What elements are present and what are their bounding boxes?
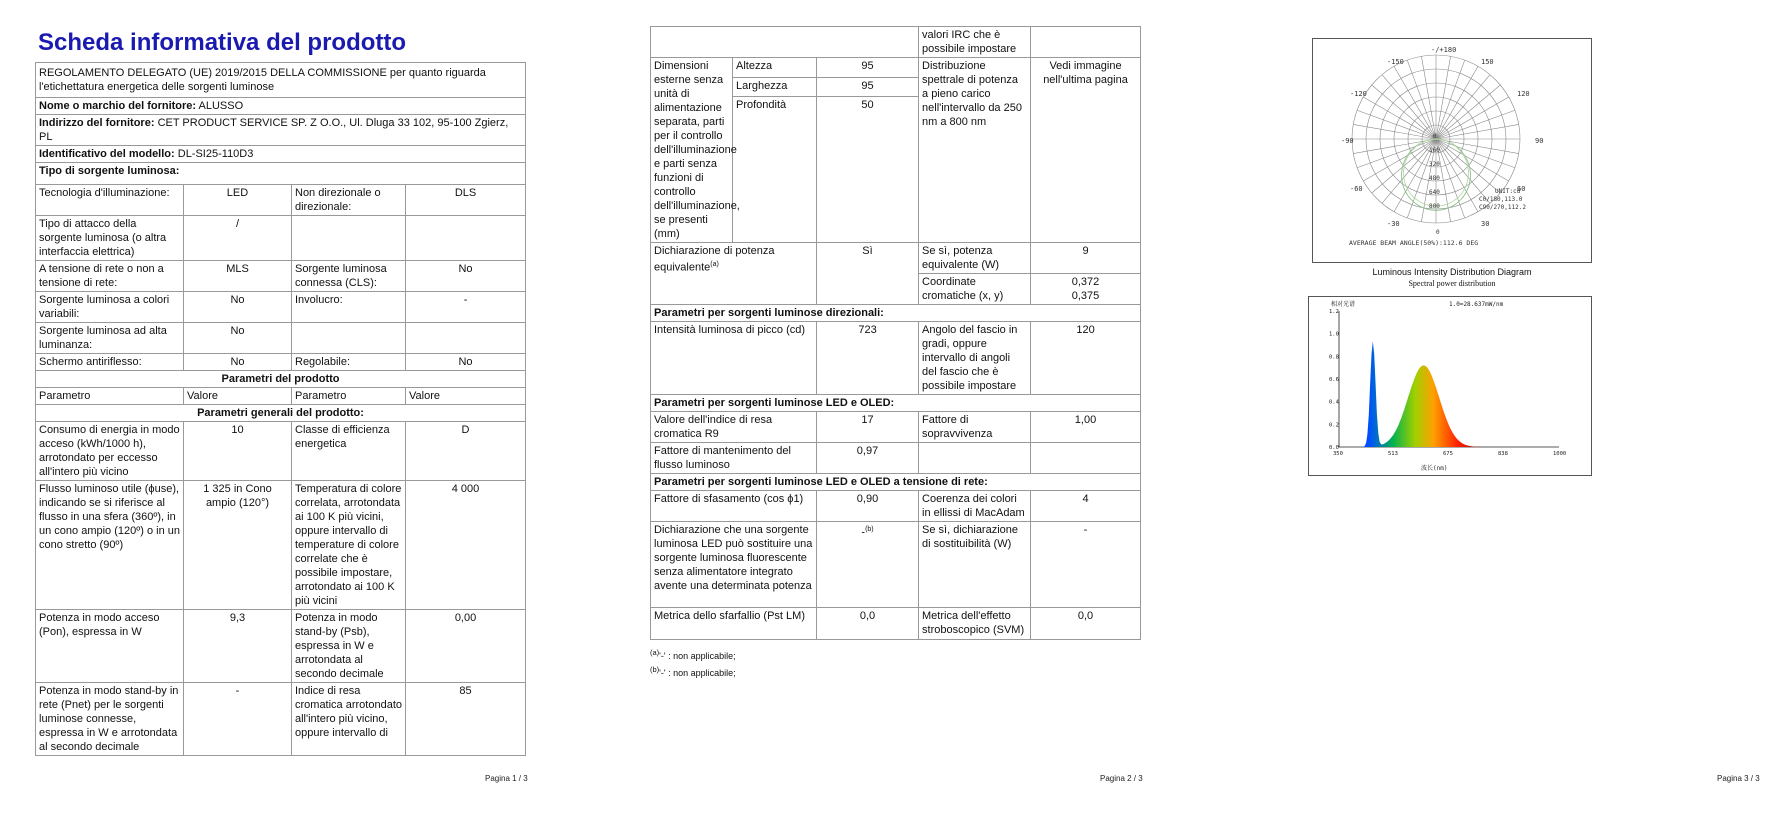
table-row	[36, 354, 526, 371]
table-row	[36, 292, 526, 323]
page-3	[1200, 0, 1791, 826]
product-info-table-continued	[650, 26, 1141, 640]
model-label: Identificativo del modello:	[39, 148, 175, 160]
angle-label: -/+180	[1431, 46, 1457, 54]
ring-label: 800	[1429, 203, 1440, 210]
angle-label: -120	[1350, 90, 1367, 98]
polar-diagram-svg	[1313, 39, 1591, 262]
row-value: No	[184, 323, 292, 354]
peak-intensity-label: Intensità luminosa di picco (cd)	[651, 322, 817, 395]
row-label: Sorgente luminosa a colori variabili:	[36, 292, 184, 323]
displacement-factor-label: Fattore di sfasamento (cos ϕ1)	[651, 491, 817, 522]
survival-factor-label: Fattore di sopravvivenza	[919, 412, 1031, 443]
equivalent-watt-value: 9	[1031, 243, 1141, 274]
spectrum-svg	[1309, 297, 1591, 475]
chromaticity-label: Coordinate cromatiche (x, y)	[919, 274, 1031, 305]
row-label	[292, 216, 406, 261]
row-label: Temperatura di colore correlata, arrotondata ai 100 K più vicini, oppure intervallo di temperature di colore correlate che è possibile impostare, arrotondato ai 100 K più vicini	[292, 481, 406, 610]
polar-diagram-caption: Luminous Intensity Distribution Diagram	[1372, 267, 1532, 277]
table-row	[36, 323, 526, 354]
y-axis-label: 相对光谱	[1331, 301, 1356, 308]
source-type-heading: Tipo di sorgente luminosa:	[36, 163, 526, 185]
color-consistency-label: Coerenza dei colori in ellissi di MacAdam	[919, 491, 1031, 522]
column-header: Valore	[406, 388, 526, 405]
spd-label: Distribuzione spettrale di potenza a pieno carico nell'intervallo da 250 nm a 800 nm	[919, 58, 1031, 243]
peak-intensity-value: 723	[817, 322, 919, 395]
row-value: MLS	[184, 261, 292, 292]
ring-label: 640	[1429, 189, 1440, 196]
spectral-power-chart	[1308, 296, 1592, 476]
flicker-label: Metrica dello sfarfallio (Pst LM)	[651, 608, 817, 640]
spectrum-caption: Spectral power distribution	[1408, 279, 1496, 288]
supplier-name-row	[36, 98, 526, 115]
table-row	[36, 683, 526, 756]
row-label: Sorgente luminosa ad alta luminanza:	[36, 323, 184, 354]
dimension-value: 95	[817, 77, 919, 97]
page-number: Pagina 3 / 3	[1717, 774, 1760, 783]
regulation-text: REGOLAMENTO DELEGATO (UE) 2019/2015 DELLA COMMISSIONE per quanto riguarda l'etichettatura energetica delle sorgenti luminose	[36, 63, 526, 98]
beam-angle-label: Angolo del fascio in gradi, oppure intervallo di angoli del fascio che è possibile impostare	[919, 322, 1031, 395]
angle-label: -150	[1387, 58, 1404, 66]
supplier-address-row	[36, 115, 526, 146]
footnote-marker: (a)	[710, 261, 719, 268]
row-value: 4 000	[406, 481, 526, 610]
y-tick-label: 1.0	[1329, 331, 1339, 338]
column-header: Valore	[184, 388, 292, 405]
angle-label: 60	[1517, 185, 1526, 193]
lumen-maintenance-value: 0,97	[817, 443, 919, 474]
angle-label: -30	[1387, 220, 1400, 228]
table-row	[651, 27, 1141, 58]
table-row	[651, 243, 1141, 274]
beam-angle-value: 120	[1031, 322, 1141, 395]
supplier-address-value: CET PRODUCT SERVICE SP. Z O.O., Ul. Dluga 33 102, 95-100 Zgierz, PL	[39, 117, 509, 143]
row-label: Flusso luminoso utile (ϕuse), indicando se si riferisce al flusso in una sfera (360º), in un cono ampio (120º) o in un cono stretto (90º)	[36, 481, 184, 610]
row-value: LED	[184, 185, 292, 216]
row-label: Sorgente luminosa connessa (CLS):	[292, 261, 406, 292]
row-label	[292, 323, 406, 354]
table-row	[651, 491, 1141, 522]
row-value	[406, 216, 526, 261]
footnotes	[650, 646, 1140, 680]
unit-label: UNIT:cd	[1495, 188, 1521, 195]
supplier-name-label: Nome o marchio del fornitore:	[39, 100, 197, 112]
footnote-marker: (b)	[865, 526, 874, 533]
angle-label: -60	[1350, 185, 1363, 193]
row-label: Schermo antiriflesso:	[36, 354, 184, 371]
document-title: Scheda informativa del prodotto	[38, 29, 407, 56]
replacement-claim-value: -$^{(b)}$	[817, 522, 919, 608]
table-row	[651, 58, 1141, 78]
row-value: DLS	[406, 185, 526, 216]
angle-label: 30	[1481, 220, 1490, 228]
x-axis-label: 波长(nm)	[1421, 465, 1448, 472]
y-tick-label: 0.0	[1329, 445, 1339, 451]
row-label: Potenza in modo acceso (Pon), espressa in W	[36, 610, 184, 683]
angle-label: 0	[1436, 229, 1440, 236]
spd-value: Vedi immagine nell'ultima pagina	[1031, 58, 1141, 243]
dimensions-label: Dimensioni esterne senza unità di alimentazione separata, parti per il controllo dell'illuminazione e parti senza funzioni di controllo dell'illuminazione, se presenti (mm)	[651, 58, 733, 243]
row-value: -	[184, 683, 292, 756]
chromaticity-y: 0,375	[1071, 290, 1100, 302]
beam-angle-note: AVERAGE BEAM ANGLE(50%):112.6 DEG	[1349, 239, 1479, 247]
angle-label: 150	[1481, 58, 1494, 66]
product-params-heading: Parametri del prodotto	[36, 371, 526, 388]
row-label: Tecnologia d'illuminazione:	[36, 185, 184, 216]
x-tick-label: 838	[1498, 451, 1508, 457]
lumen-maintenance-label: Fattore di mantenimento del flusso luminoso	[651, 443, 817, 474]
dimension-value: 95	[817, 58, 919, 78]
column-headers	[36, 388, 526, 405]
row-label: Involucro:	[292, 292, 406, 323]
row-value	[406, 323, 526, 354]
ring-label: 320	[1429, 161, 1440, 168]
led-heading: Parametri per sorgenti luminose LED e OLED:	[651, 395, 1141, 412]
equivalent-watt-label: Se sì, potenza equivalente (W)	[919, 243, 1031, 274]
equivalent-power-label: Dichiarazione di potenza equivalente$^{(a)}$	[651, 243, 817, 305]
y-tick-label: 0.6	[1329, 377, 1339, 383]
row-label: Classe di efficienza energetica	[292, 422, 406, 481]
legend-c0: C0/180,113.0	[1479, 196, 1523, 203]
page-number: Pagina 1 / 3	[485, 774, 528, 783]
r9-value: 17	[817, 412, 919, 443]
table-row	[651, 608, 1141, 640]
row-label: Tipo di attacco della sorgente luminosa (o altra interfaccia elettrica)	[36, 216, 184, 261]
x-tick-label: 350	[1333, 451, 1343, 457]
column-header: Parametro	[36, 388, 184, 405]
dimension-name: Profondità	[733, 97, 817, 243]
stroboscopic-label: Metrica dell'effetto stroboscopico (SVM)	[919, 608, 1031, 640]
ring-label: 0	[1433, 133, 1437, 140]
irc-range-label: valori IRC che è possibile impostare	[919, 27, 1031, 58]
table-row	[651, 522, 1141, 608]
row-label: Consumo di energia in modo acceso (kWh/1000 h), arrotondato per eccesso all'intero più vicino	[36, 422, 184, 481]
spectrum-curve	[1339, 341, 1491, 447]
table-row	[651, 322, 1141, 395]
y-tick-label: 0.2	[1329, 422, 1339, 429]
row-label: Regolabile:	[292, 354, 406, 371]
row-value: No	[184, 292, 292, 323]
supplier-name-value: ALUSSO	[198, 100, 244, 112]
general-params-heading: Parametri generali del prodotto:	[36, 405, 526, 422]
table-row	[651, 412, 1141, 443]
footnote-a: $^{(a)}$'-' : non applicabile;	[650, 648, 736, 661]
page-2	[600, 0, 1200, 826]
table-row	[36, 185, 526, 216]
angle-label: 120	[1517, 90, 1530, 98]
flicker-value: 0,0	[817, 608, 919, 640]
row-value: D	[406, 422, 526, 481]
dimension-name: Altezza	[733, 58, 817, 78]
page-1	[0, 0, 600, 826]
product-info-table	[35, 62, 526, 756]
model-value: DL-SI25-110D3	[177, 148, 254, 160]
r9-label: Valore dell'indice di resa cromatica R9	[651, 412, 817, 443]
x-tick-label: 1000	[1553, 451, 1567, 457]
displacement-factor-value: 0,90	[817, 491, 919, 522]
ring-label: 160	[1429, 147, 1440, 154]
x-tick-label: 513	[1388, 451, 1398, 457]
table-row	[36, 261, 526, 292]
chromaticity-x: 0,372	[1071, 276, 1100, 288]
table-row	[36, 216, 526, 261]
footnote-b: $^{(b)}$'-' : non applicabile;	[650, 665, 736, 678]
row-value: 1 325 in Cono ampio (120°)	[184, 481, 292, 610]
model-row	[36, 146, 526, 163]
polar-intensity-diagram	[1312, 38, 1592, 263]
row-label: A tensione di rete o non a tensione di rete:	[36, 261, 184, 292]
mains-heading: Parametri per sorgenti luminose LED e OLED a tensione di rete:	[651, 474, 1141, 491]
row-label: Potenza in modo stand-by (Psb), espressa in W e arrotondata al secondo decimale	[292, 610, 406, 683]
table-row	[651, 443, 1141, 474]
table-row	[36, 481, 526, 610]
table-row	[36, 422, 526, 481]
supplier-address-label: Indirizzo del fornitore:	[39, 117, 155, 129]
column-header: Parametro	[292, 388, 406, 405]
row-label: Potenza in modo stand-by in rete (Pnet) per le sorgenti luminose connesse, espressa in W e arrotondata al secondo decimale	[36, 683, 184, 756]
replacement-claim-label: Dichiarazione che una sorgente luminosa LED può sostituire una sorgente luminosa fluorescente senza alimentatore integrato avente una determinata potenza	[651, 522, 817, 608]
replacement-watt-label: Se sì, dichiarazione di sostituibilità (W)	[919, 522, 1031, 608]
y-tick-label: 1.2	[1329, 309, 1339, 315]
equivalent-power-value: Sì	[817, 243, 919, 305]
y-tick-label: 0.8	[1329, 354, 1339, 361]
angle-label: -90	[1341, 137, 1354, 145]
legend-c90: C90/270,112.2	[1479, 204, 1526, 211]
row-value: 0,00	[406, 610, 526, 683]
color-consistency-value: 4	[1031, 491, 1141, 522]
spectrum-note: 1.0=28.637mW/nm	[1449, 301, 1504, 308]
chromaticity-value	[1031, 274, 1141, 305]
row-label: Indice di resa cromatica arrotondato all'intero più vicino, oppure intervallo di	[292, 683, 406, 756]
survival-factor-value: 1,00	[1031, 412, 1141, 443]
stroboscopic-value: 0,0	[1031, 608, 1141, 640]
row-value: /	[184, 216, 292, 261]
row-value: -	[406, 292, 526, 323]
dimension-name: Larghezza	[733, 77, 817, 97]
row-label: Non direzionale o direzionale:	[292, 185, 406, 216]
page-number: Pagina 2 / 3	[1100, 774, 1143, 783]
row-value: No	[406, 261, 526, 292]
angle-label: 90	[1535, 137, 1544, 145]
x-tick-label: 675	[1443, 451, 1453, 457]
replacement-watt-value: -	[1031, 522, 1141, 608]
directional-heading: Parametri per sorgenti luminose direzionali:	[651, 305, 1141, 322]
row-value: 85	[406, 683, 526, 756]
dimension-value: 50	[817, 97, 919, 243]
table-row	[36, 610, 526, 683]
row-value: 9,3	[184, 610, 292, 683]
y-tick-label: 0.4	[1329, 399, 1339, 406]
row-value: No	[184, 354, 292, 371]
ring-label: 480	[1429, 175, 1440, 182]
row-value: 10	[184, 422, 292, 481]
row-value: No	[406, 354, 526, 371]
